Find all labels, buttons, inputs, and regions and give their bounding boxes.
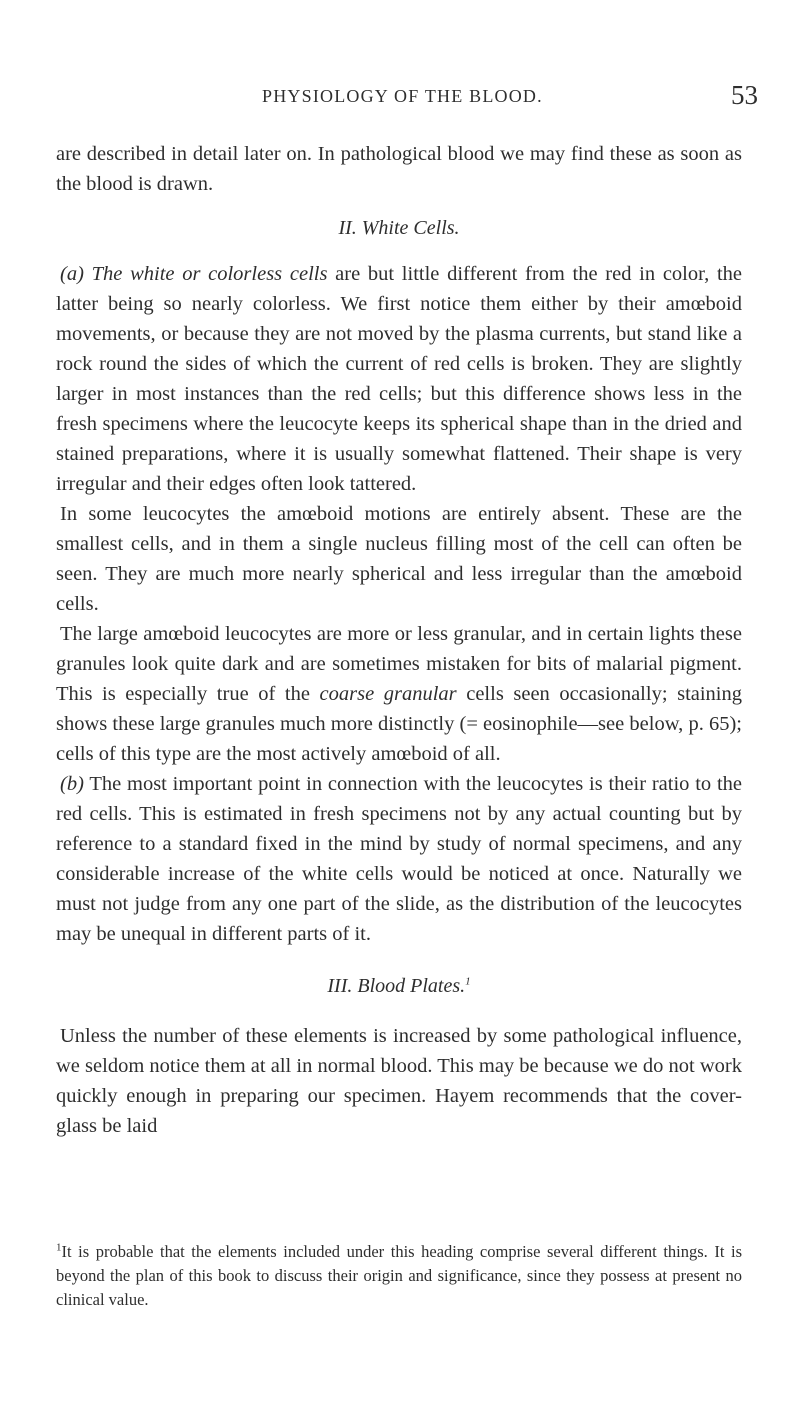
footnote-reference-mark: 1 bbox=[465, 975, 471, 988]
running-title: PHYSIOLOGY OF THE BLOOD. bbox=[262, 86, 543, 106]
paragraph-non-amoeboid: In some leucocytes the amœboid motions are entirely absent. These are the smallest cells, and in them a single nucleus filling most of the cell can often be seen. They are much more nearly spherical and less irregular than the amœboid cells. bbox=[56, 503, 742, 615]
page-number: 53 bbox=[731, 80, 758, 110]
paragraph-blood-plates: Unless the number of these elements is increased by some pathological influence, we seldom notice them at all in normal blood. This may be because we do not work quickly enough in preparing our specimen. Hayem recommends that the cover-glass be laid bbox=[56, 1025, 742, 1137]
paragraph-large-text-pre: The large amœboid leucocytes are more or less granular, and in certain lights these granules look quite dark and are sometimes mistaken for bits of malarial pigment. This is especially true of the bbox=[56, 623, 742, 705]
italic-term-white-cells: The white or colorless cells bbox=[91, 263, 328, 285]
clause-label-b: (b) bbox=[60, 773, 84, 795]
clause-label-a: (a) bbox=[60, 263, 84, 285]
paragraph-white-cells-a bbox=[56, 259, 742, 499]
paragraph-large-amoeboid bbox=[56, 619, 742, 769]
page-body bbox=[56, 139, 742, 1141]
paragraph-leucocyte-ratio-b bbox=[56, 769, 742, 949]
italic-term-coarse-granular: coarse granular bbox=[319, 683, 457, 705]
paragraph-b-text: The most important point in connection with the leucocytes is their ratio to the red cells. This is estimated in fresh specimens not by any actual counting but by reference to a standard fixed in the mind by study of normal specimens, and any considerable increase of the white cells would be noticed at once. Naturally we must not judge from any one part of the slide, as the distribution of the leucocytes may be unequal in different parts of it. bbox=[56, 773, 742, 945]
section-heading-white-cells: II. White Cells. bbox=[338, 217, 460, 239]
running-head bbox=[0, 80, 800, 116]
footnote-text: It is probable that the elements included under this heading comprise several different things. It is beyond the plan of this book to discuss their origin and significance, since they possess at present no clinical value. bbox=[56, 1242, 742, 1309]
footnote-mark: 1 bbox=[56, 1241, 62, 1254]
footnote bbox=[56, 1240, 742, 1312]
paragraph-large-text-post: cells seen occasionally; staining shows these large granules much more distinctly (= eosinophile—see below, p. 65); cells of this type are the most actively amœboid of all. bbox=[56, 683, 743, 765]
paragraph-a-text: are but little different from the red in color, the latter being so nearly colorless. We first notice them either by their amœboid movements, or because they are not moved by the plasma currents, but stand like a rock round the sides of which the current of red cells is broken. They are slightly larger in most instances than the red cells; but this difference shows less in the fresh specimens where the leucocyte keeps its spherical shape than in the dried and stained preparations, where it is usually somewhat flattened. Their shape is very irregular and their edges often look tattered. bbox=[56, 263, 743, 495]
paragraph-intro: are described in detail later on. In pathological blood we may find these as soon as the blood is drawn. bbox=[56, 143, 742, 195]
section-3-title: III. Blood Plates. bbox=[327, 975, 466, 997]
section-heading-blood-plates bbox=[56, 971, 742, 1001]
